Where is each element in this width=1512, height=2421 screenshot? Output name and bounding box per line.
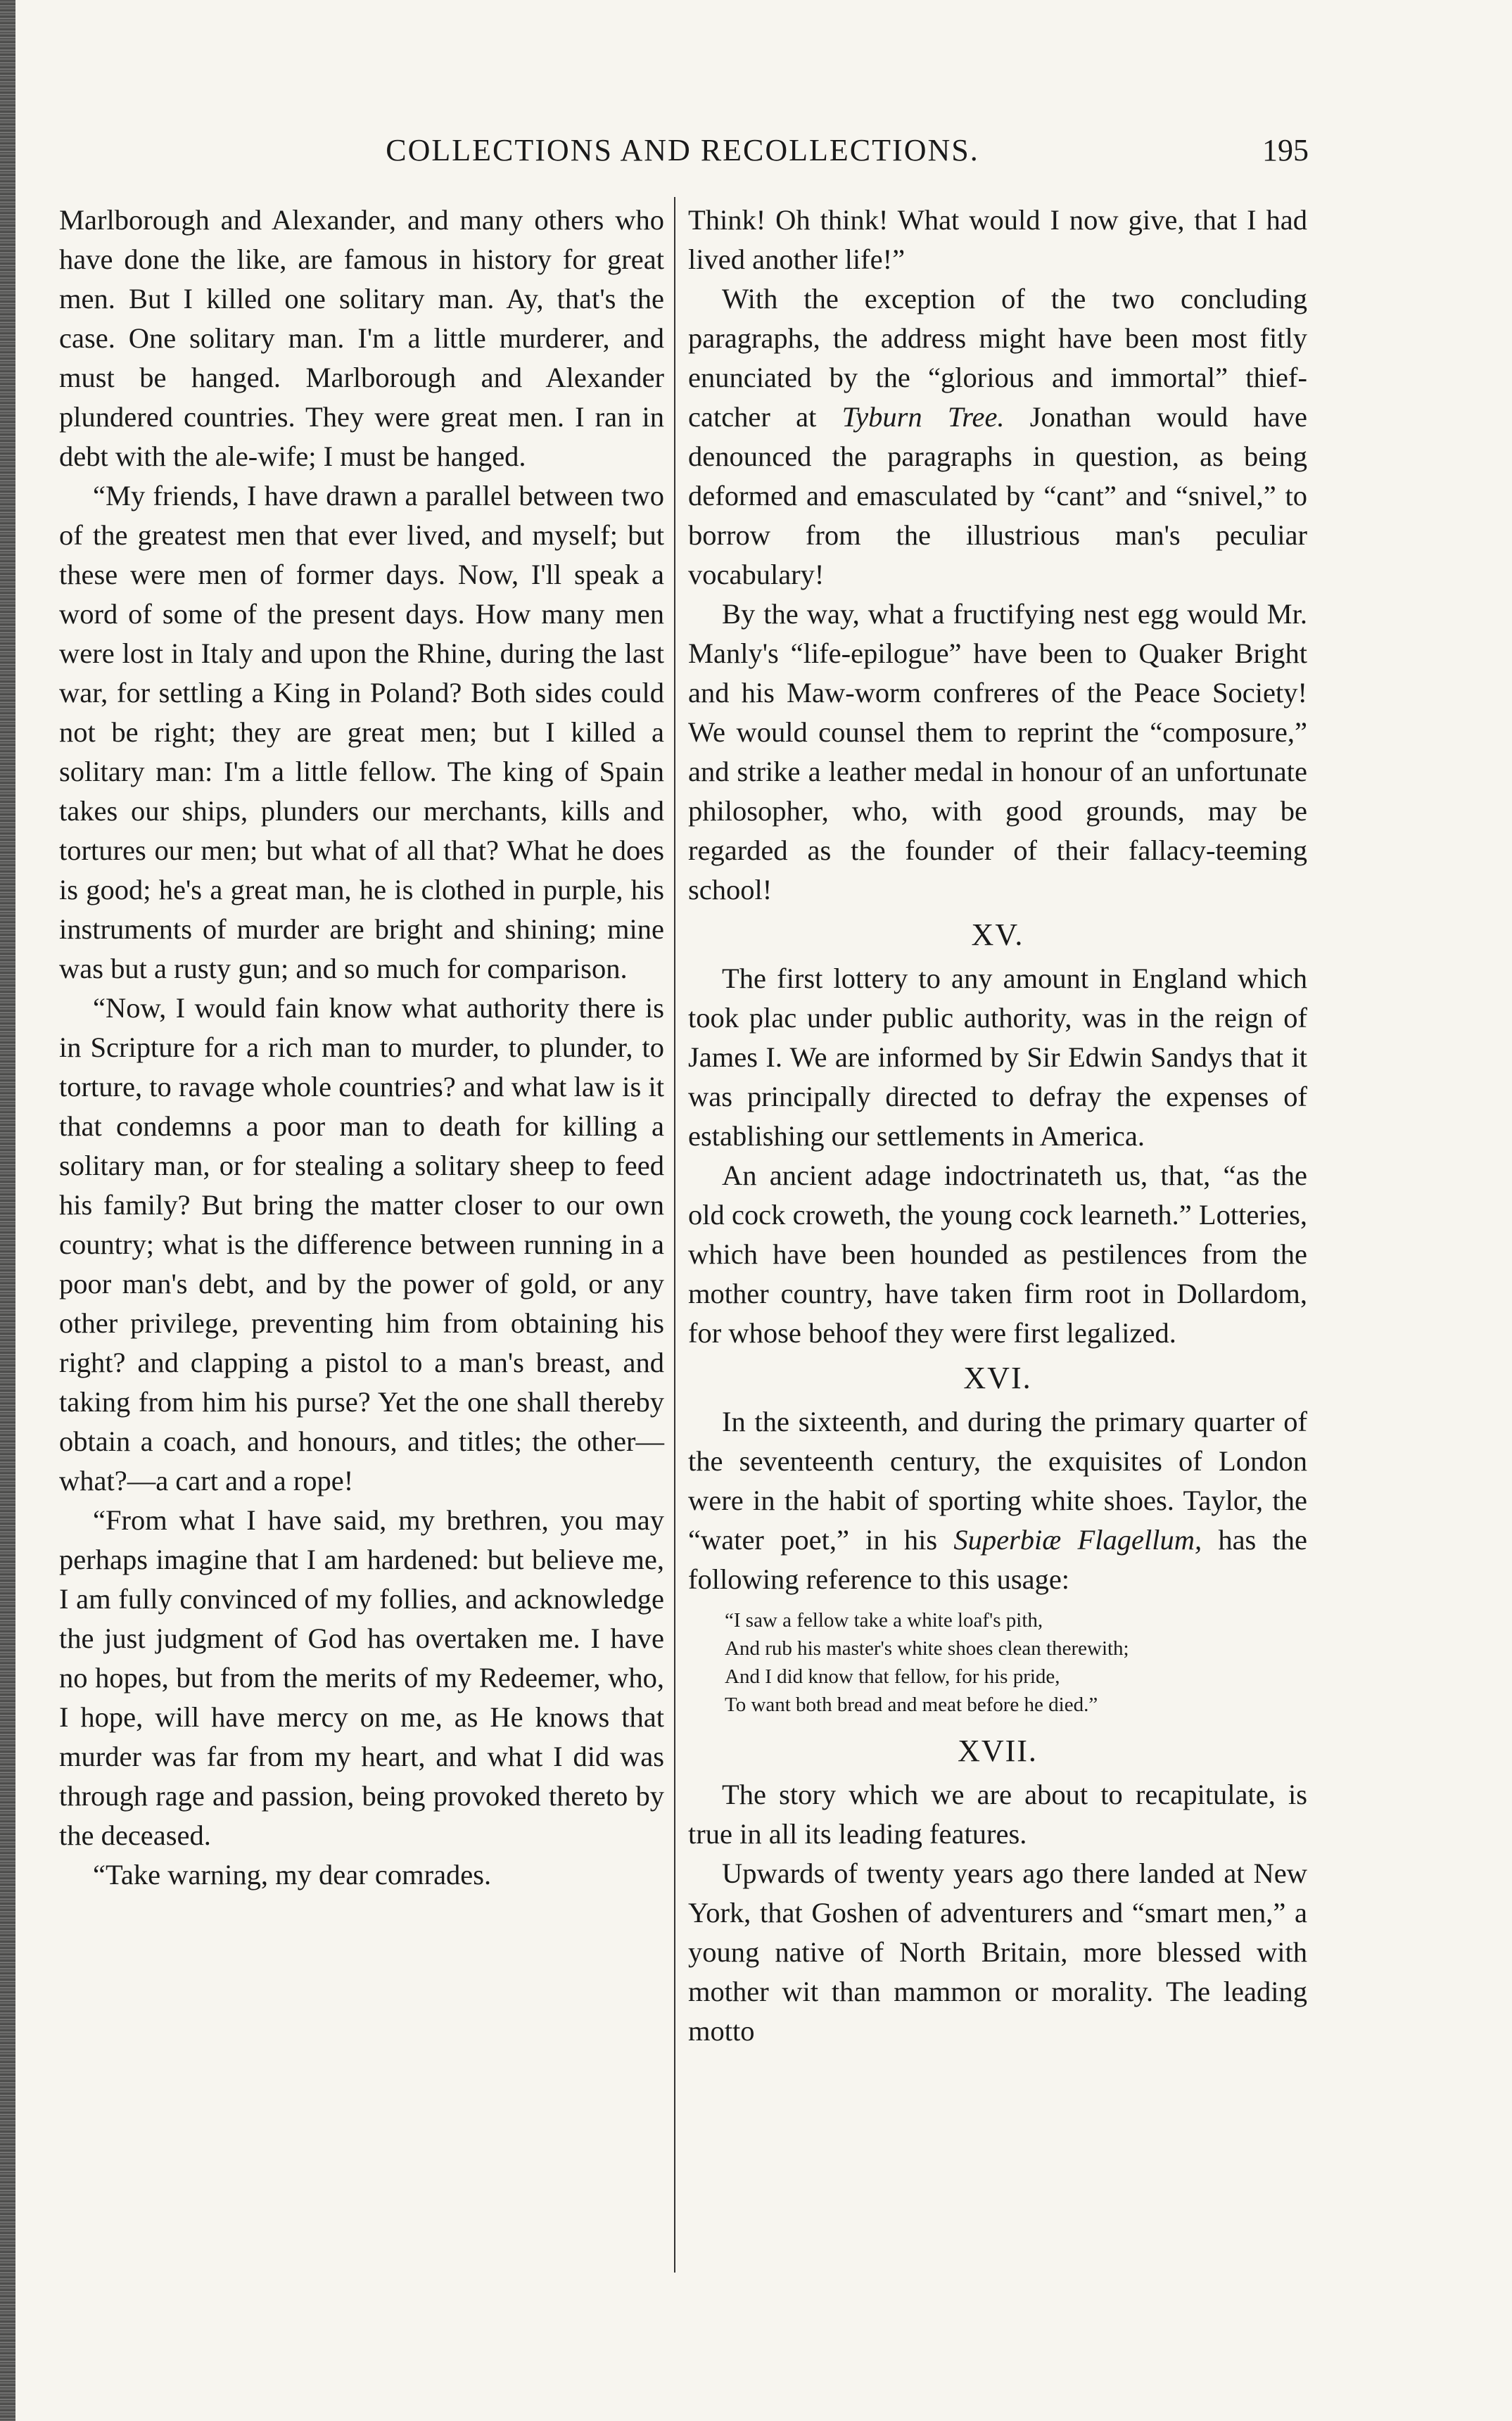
verse-line: And I did know that fellow, for his pride, — [725, 1665, 1060, 1688]
italic-title: Superbiæ Flagellum, — [953, 1524, 1202, 1556]
section-heading-xvii: XVII. — [958, 1734, 1038, 1768]
paragraph: An ancient adage indoctrinateth us, that, “as the old cock croweth, the young cock learneth.” Lotteries, which have been hounded as pestilences from the mother country, have taken firm root in Dollardom, for whose behoof they were first legalized. — [688, 1159, 1307, 1349]
verse-quotation — [725, 1606, 1307, 1719]
verse-line: And rub his master's white shoes clean therewith; — [725, 1637, 1129, 1660]
column-divider — [674, 197, 675, 2273]
page-number: 195 — [1262, 133, 1309, 167]
paragraph: The story which we are about to recapitulate, is true in all its leading features. — [688, 1779, 1307, 1850]
paragraph: In the sixteenth, and during the primary quarter of the seventeenth century, the exquisites of London were in the habit of sporting white shoes. Taylor, the “water poet,” in his Superbiæ Flagellum, has the following reference to this usage: — [688, 1406, 1307, 1595]
paragraph: Marlborough and Alexander, and many others who have done the like, are famous in history for great men. But I killed one solitary man. Ay, that's the case. One solitary man. I'm a little murderer, and must be hanged. Marlborough and Alexander plundered countries. They were great men. I ran in debt with the ale-wife; I must be hanged. — [59, 204, 664, 472]
book-binding-edge — [0, 0, 15, 2421]
paragraph: With the exception of the two concluding paragraphs, the address might have been most fitly enunciated by the “glorious and immortal” thief-catcher at Tyburn Tree. Jonathan would have denounced the paragraphs in question, as being deformed and emasculated by “cant” and “snivel,” to borrow from the illustrious man's peculiar vocabulary! — [688, 283, 1307, 590]
paragraph: “Now, I would fain know what authority there is in Scripture for a rich man to murder, to plunder, to torture, to ravage whole countries? and what law is it that condemns a poor man to death for killing a solitary man, or for stealing a solitary sheep to feed his family? But bring the matter closer to our own country; what is the difference between running in a poor man's debt, and by the power of gold, or any other privilege, preventing him from obtaining his right? and clapping a pistol to a man's breast, and taking from him his purse? Yet the one shall thereby obtain a coach, and honours, and titles; the other—what?—a cart and a rope! — [59, 992, 664, 1497]
running-title: COLLECTIONS AND RECOLLECTIONS. — [386, 133, 979, 167]
italic-place-name: Tyburn Tree. — [841, 401, 1005, 433]
paragraph: Upwards of twenty years ago there landed at New York, that Goshen of adventurers and “smart men,” a young native of North Britain, more blessed with mother wit than mammon or morality. The leading motto — [688, 1857, 1307, 2047]
right-column — [688, 201, 1307, 2280]
paragraph: “From what I have said, my brethren, you may perhaps imagine that I am hardened: but believe me, I am fully convinced of my follies, and acknowledge the just judgment of God has overtaken me. I have no hopes, but from the merits of my Redeemer, who, I hope, will have mercy on me, as He knows that murder was far from my heart, and what I did was through rage and passion, being provoked thereto by the deceased. — [59, 1504, 664, 1851]
section-heading-xv: XV. — [971, 917, 1024, 952]
verse-line: To want both bread and meat before he died.” — [725, 1694, 1098, 1716]
page-header — [56, 132, 1309, 174]
paragraph: By the way, what a fructifying nest egg would Mr. Manly's “life-epilogue” have been to Quaker Bright and his Maw-worm confreres of the Peace Society! We would counsel them to reprint the “composure,” and strike a leather medal in honour of an unfortunate philosopher, who, with good grounds, may be regarded as the founder of their fallacy-teeming school! — [688, 598, 1307, 906]
section-heading-xvi: XVI. — [963, 1361, 1032, 1395]
paragraph: “My friends, I have drawn a parallel between two of the greatest men that ever lived, and myself; but these were men of former days. Now, I'll speak a word of some of the present days. How many men were lost in Italy and upon the Rhine, during the last war, for settling a King in Poland? Both sides could not be right; they are great men; but I killed a solitary man: I'm a little fellow. The king of Spain takes our ships, plunders our merchants, kills and tortures our men; but what of all that? What he does is good; he's a great man, he is clothed in purple, his instruments of murder are bright and shining; mine was but a rusty gun; and so much for comparison. — [59, 480, 664, 984]
verse-line: “I saw a fellow take a white loaf's pith, — [725, 1609, 1043, 1632]
paragraph: Think! Oh think! What would I now give, that I had lived another life!” — [688, 204, 1307, 275]
paragraph: “Take warning, my dear comrades. — [93, 1859, 492, 1891]
paragraph: The first lottery to any amount in England which took plac under public authority, was in the reign of James I. We are informed by Sir Edwin Sandys that it was principally directed to defray the expenses of establishing our settlements in America. — [688, 962, 1307, 1152]
left-column — [59, 201, 664, 2280]
